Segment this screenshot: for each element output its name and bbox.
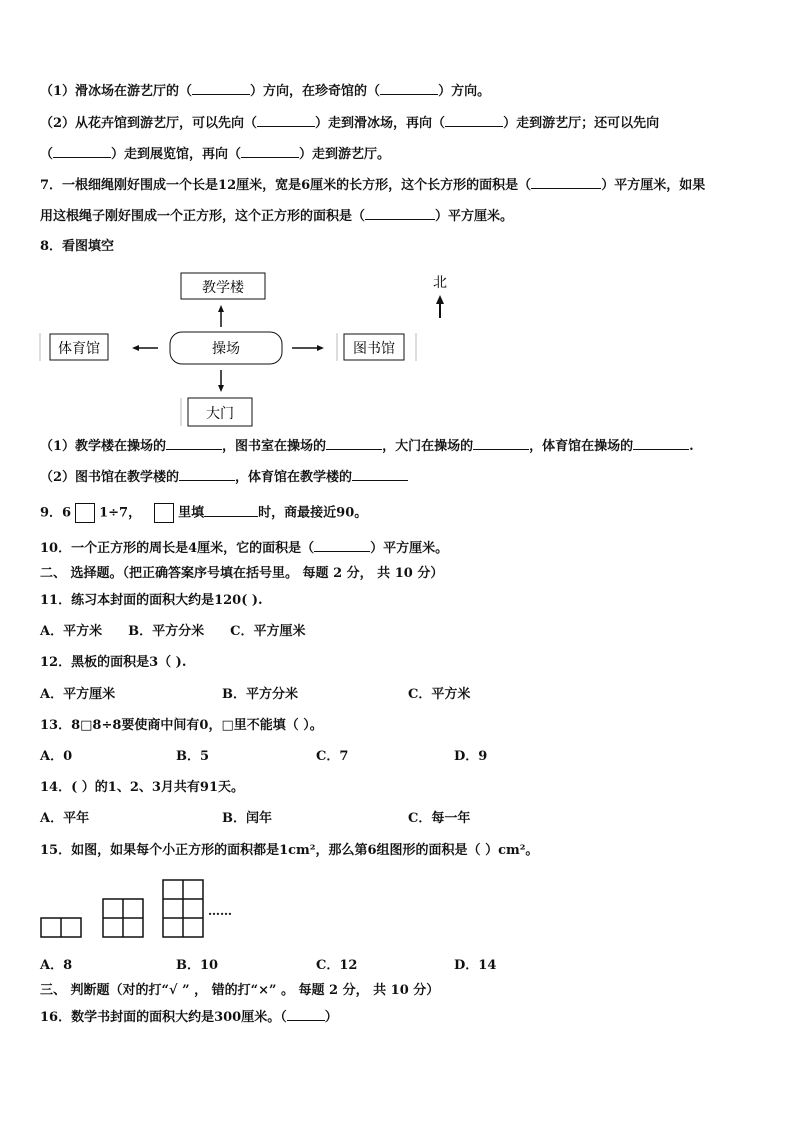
q13: 13．8□8÷8要使商中间有0，□里不能填（ ）。 — [40, 718, 323, 733]
option-d[interactable]: D．14 — [454, 958, 497, 973]
option-b[interactable]: B．闰年 — [222, 811, 272, 826]
q8-part1: （1）教学楼在操场的 ，图书室在操场的 ，大门在操场的 ，体育馆在操场的 . — [40, 439, 694, 454]
option-b[interactable]: B．平方分米 — [222, 687, 298, 702]
north-label: 北 — [433, 275, 447, 291]
q11: 11．练习本封面的面积大约是120( ). — [40, 593, 263, 608]
section-3-heading: 三、 判断题（对的打“√ ” ， 错的打“×” 。 每题 2 分， 共 10 分） — [40, 983, 440, 998]
q8-title: 8．看图填空 — [40, 239, 115, 254]
q7-line1: 7．一根细绳刚好围成一个长是12厘米，宽是6厘米的长方形，这个长方形的面积是（ ）平方厘米，如果 — [40, 178, 706, 193]
option-a[interactable]: A．平方米 — [40, 624, 103, 639]
option-a[interactable]: A．8 — [40, 958, 73, 973]
q6-part1: （1）滑冰场在游艺厅的（ ）方向，在珍奇馆的（ ）方向。 — [40, 84, 491, 99]
option-c[interactable]: C．12 — [316, 958, 358, 973]
q7-line2: 用这根绳子刚好围成一个正方形，这个正方形的面积是（ ）平方厘米。 — [40, 209, 514, 224]
option-a[interactable]: A．0 — [40, 749, 73, 764]
option-d[interactable]: D．9 — [454, 749, 488, 764]
q9: 9．6 1÷7， 里填 时，商最接近90。 — [40, 503, 367, 523]
label-left: 体育馆 — [58, 341, 100, 357]
q16: 16．数学书封面的面积大约是300厘米。（ ） — [40, 1010, 338, 1025]
option-c[interactable]: C．7 — [316, 749, 349, 764]
q10: 10．一个正方形的周长是4厘米，它的面积是（ ）平方厘米。 — [40, 541, 449, 556]
option-a[interactable]: A．平方厘米 — [40, 687, 116, 702]
q12: 12．黑板的面积是3（ ). — [40, 655, 187, 670]
q15-options — [40, 957, 496, 975]
q15: 15．如图，如果每个小正方形的面积都是1cm²，那么第6组图形的面积是（ ）cm²。 — [40, 843, 539, 858]
q6-part2-cont: （ ）走到展览馆，再向（ ）走到游艺厅。 — [40, 147, 391, 162]
label-top: 教学楼 — [202, 280, 244, 296]
label-bottom: 大门 — [206, 406, 234, 422]
q15-ellipsis: …… — [208, 904, 232, 918]
option-c[interactable]: C．平方米 — [408, 687, 471, 702]
q14: 14．( ）的1、2、3月共有91天。 — [40, 780, 244, 795]
q6-part2: （2）从花卉馆到游艺厅，可以先向（ ）走到滑冰场，再向（ ）走到游艺厅；还可以先向 — [40, 116, 660, 131]
label-right: 图书馆 — [353, 341, 395, 357]
pattern-group-3 — [163, 880, 203, 937]
option-b[interactable]: B．5 — [176, 749, 210, 764]
label-center: 操场 — [212, 341, 240, 357]
option-b[interactable]: B．10 — [176, 958, 219, 973]
pattern-group-1 — [41, 918, 81, 937]
option-c[interactable]: C．平方厘米 — [230, 624, 306, 639]
option-b[interactable]: B．平方分米 — [128, 624, 205, 639]
blank[interactable] — [287, 1008, 325, 1021]
option-c[interactable]: C．每一年 — [408, 811, 471, 826]
option-a[interactable]: A．平年 — [40, 811, 90, 826]
q8-part2: （2）图书馆在教学楼的 ，体育馆在教学楼的 — [40, 468, 408, 487]
section-2-heading: 二、 选择题。（把正确答案序号填在括号里。 每题 2 分， 共 10 分） — [40, 566, 444, 581]
pattern-group-2 — [103, 899, 143, 937]
